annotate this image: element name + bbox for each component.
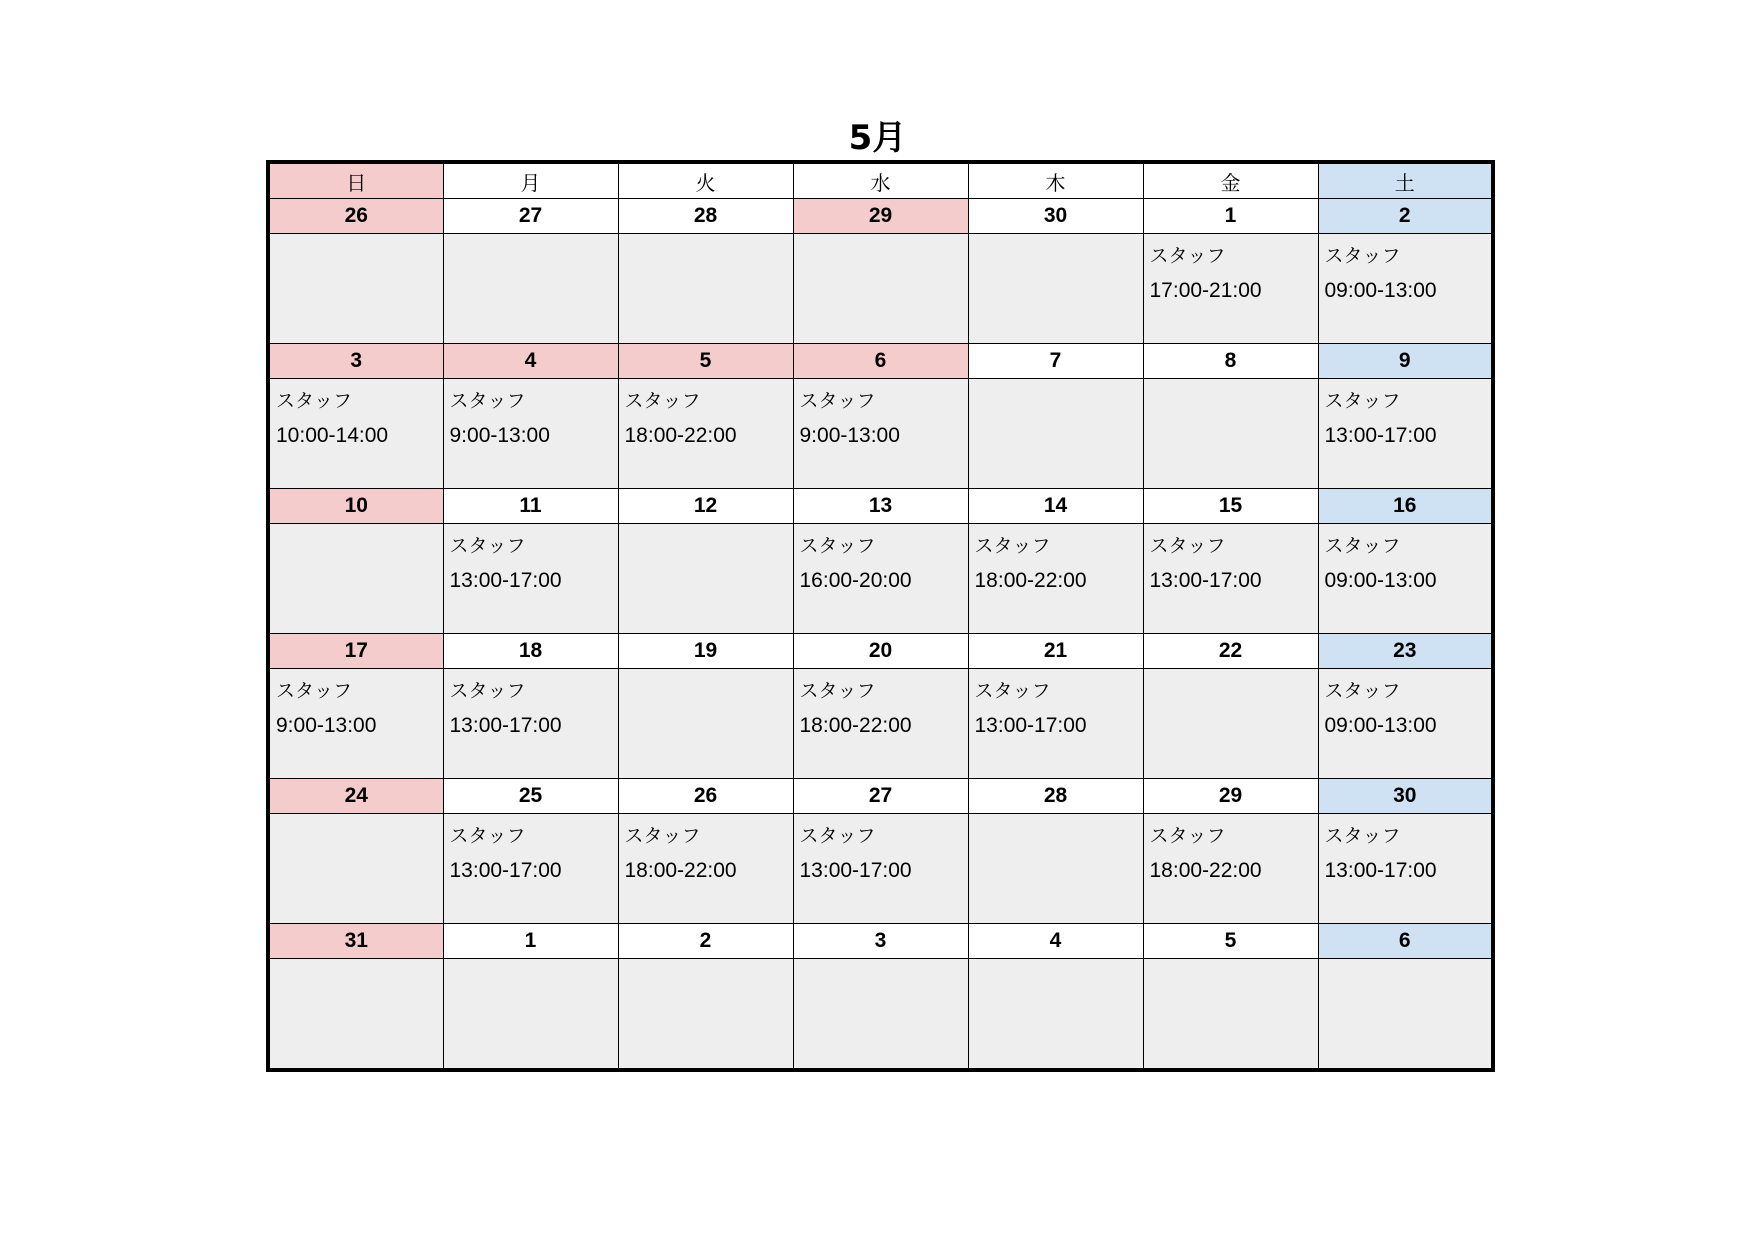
day-number-cell: 24 xyxy=(268,779,443,814)
shift-time-label: 18:00-22:00 xyxy=(1149,859,1262,882)
day-number-cell: 12 xyxy=(618,489,793,524)
day-schedule-cell[interactable] xyxy=(268,234,443,344)
day-schedule-cell[interactable] xyxy=(968,234,1143,344)
staff-label: スタッフ xyxy=(624,825,701,847)
day-schedule-cell[interactable] xyxy=(793,959,968,1071)
day-schedule-cell[interactable] xyxy=(1143,524,1318,634)
day-number-cell: 13 xyxy=(793,489,968,524)
staff-label: スタッフ xyxy=(799,680,876,702)
day-number-cell: 27 xyxy=(443,199,618,234)
day-schedule-cell[interactable] xyxy=(1318,959,1493,1071)
staff-label: スタッフ xyxy=(1149,825,1226,847)
day-schedule-cell[interactable] xyxy=(1318,524,1493,634)
day-schedule-cell[interactable] xyxy=(1143,959,1318,1071)
day-number-cell: 18 xyxy=(443,634,618,669)
day-number-cell: 22 xyxy=(1143,634,1318,669)
shift-time-label: 9:00-13:00 xyxy=(449,424,550,447)
shift-time-label: 10:00-14:00 xyxy=(276,424,389,447)
weekday-header-thu: 木 xyxy=(968,162,1143,199)
day-schedule-cell[interactable] xyxy=(1143,234,1318,344)
day-number-cell: 28 xyxy=(968,779,1143,814)
day-schedule-cell[interactable] xyxy=(968,814,1143,924)
day-number-cell: 29 xyxy=(1143,779,1318,814)
day-schedule-cell[interactable] xyxy=(968,524,1143,634)
day-number-cell: 1 xyxy=(1143,199,1318,234)
staff-label: スタッフ xyxy=(1324,390,1401,412)
day-number-cell: 23 xyxy=(1318,634,1493,669)
day-schedule-cell[interactable] xyxy=(793,524,968,634)
day-schedule-cell[interactable] xyxy=(968,959,1143,1071)
day-schedule-cell[interactable] xyxy=(443,234,618,344)
day-number-cell: 15 xyxy=(1143,489,1318,524)
day-schedule-cell[interactable] xyxy=(968,379,1143,489)
schedule-row xyxy=(268,379,1493,489)
staff-label: スタッフ xyxy=(1149,535,1226,557)
shift-time-label: 13:00-17:00 xyxy=(1324,859,1437,882)
date-row xyxy=(268,344,1493,379)
shift-time-label: 9:00-13:00 xyxy=(276,714,377,737)
weekday-header-fri: 金 xyxy=(1143,162,1318,199)
staff-label: スタッフ xyxy=(449,680,526,702)
day-schedule-cell[interactable] xyxy=(1143,379,1318,489)
schedule-row xyxy=(268,234,1493,344)
shift-time-label: 9:00-13:00 xyxy=(799,424,900,447)
schedule-row xyxy=(268,814,1493,924)
day-schedule-cell[interactable] xyxy=(618,379,793,489)
shift-time-label: 13:00-17:00 xyxy=(799,859,912,882)
day-schedule-cell[interactable] xyxy=(268,959,443,1071)
day-number-cell: 10 xyxy=(268,489,443,524)
date-row xyxy=(268,779,1493,814)
staff-label: スタッフ xyxy=(974,535,1051,557)
day-number-cell: 14 xyxy=(968,489,1143,524)
day-schedule-cell[interactable] xyxy=(443,379,618,489)
day-number-cell: 3 xyxy=(793,924,968,959)
day-schedule-cell[interactable] xyxy=(618,669,793,779)
day-number-cell: 17 xyxy=(268,634,443,669)
day-number-cell: 30 xyxy=(1318,779,1493,814)
day-schedule-cell[interactable] xyxy=(1318,814,1493,924)
shift-time-label: 18:00-22:00 xyxy=(624,424,737,447)
day-number-cell: 6 xyxy=(1318,924,1493,959)
weekday-header-sat: 土 xyxy=(1318,162,1493,199)
day-number-cell: 2 xyxy=(1318,199,1493,234)
day-number-cell: 26 xyxy=(268,199,443,234)
staff-label: スタッフ xyxy=(799,535,876,557)
day-number-cell: 25 xyxy=(443,779,618,814)
day-schedule-cell[interactable] xyxy=(443,959,618,1071)
day-schedule-cell[interactable] xyxy=(793,234,968,344)
weekday-header-mon: 月 xyxy=(443,162,618,199)
calendar-body xyxy=(268,199,1493,1071)
day-schedule-cell[interactable] xyxy=(1143,814,1318,924)
day-number-cell: 3 xyxy=(268,344,443,379)
day-schedule-cell[interactable] xyxy=(268,814,443,924)
day-number-cell: 9 xyxy=(1318,344,1493,379)
day-number-cell: 29 xyxy=(793,199,968,234)
day-schedule-cell[interactable] xyxy=(1318,669,1493,779)
weekday-header-tue: 火 xyxy=(618,162,793,199)
weekday-header-wed: 水 xyxy=(793,162,968,199)
weekday-header-row xyxy=(268,162,1493,199)
shift-time-label: 13:00-17:00 xyxy=(1324,424,1437,447)
day-number-cell: 2 xyxy=(618,924,793,959)
shift-time-label: 09:00-13:00 xyxy=(1324,279,1437,302)
day-schedule-cell[interactable] xyxy=(1318,379,1493,489)
staff-label: スタッフ xyxy=(799,390,876,412)
calendar-title: 5月 xyxy=(848,118,907,158)
date-row xyxy=(268,634,1493,669)
staff-label: スタッフ xyxy=(449,390,526,412)
day-schedule-cell[interactable] xyxy=(268,669,443,779)
day-schedule-cell[interactable] xyxy=(443,814,618,924)
day-number-cell: 19 xyxy=(618,634,793,669)
day-number-cell: 16 xyxy=(1318,489,1493,524)
day-number-cell: 11 xyxy=(443,489,618,524)
shift-time-label: 18:00-22:00 xyxy=(799,714,912,737)
shift-time-label: 09:00-13:00 xyxy=(1324,569,1437,592)
day-number-cell: 27 xyxy=(793,779,968,814)
day-number-cell: 5 xyxy=(618,344,793,379)
day-schedule-cell[interactable] xyxy=(268,379,443,489)
day-schedule-cell[interactable] xyxy=(618,524,793,634)
shift-time-label: 13:00-17:00 xyxy=(1149,569,1262,592)
day-schedule-cell[interactable] xyxy=(268,524,443,634)
day-schedule-cell[interactable] xyxy=(793,379,968,489)
shift-time-label: 13:00-17:00 xyxy=(974,714,1087,737)
shift-time-label: 16:00-20:00 xyxy=(799,569,912,592)
staff-label: スタッフ xyxy=(449,825,526,847)
day-schedule-cell[interactable] xyxy=(443,524,618,634)
weekday-header-sun: 日 xyxy=(268,162,443,199)
day-number-cell: 28 xyxy=(618,199,793,234)
day-number-cell: 20 xyxy=(793,634,968,669)
shift-time-label: 13:00-17:00 xyxy=(449,569,562,592)
shift-time-label: 18:00-22:00 xyxy=(974,569,1087,592)
date-row xyxy=(268,199,1493,234)
staff-label: スタッフ xyxy=(799,825,876,847)
shift-time-label: 17:00-21:00 xyxy=(1149,279,1262,302)
day-schedule-cell[interactable] xyxy=(793,814,968,924)
staff-label: スタッフ xyxy=(1324,825,1401,847)
day-schedule-cell[interactable] xyxy=(793,669,968,779)
date-row xyxy=(268,924,1493,959)
shift-time-label: 18:00-22:00 xyxy=(624,859,737,882)
shift-time-label: 13:00-17:00 xyxy=(449,859,562,882)
shift-time-label: 13:00-17:00 xyxy=(449,714,562,737)
day-schedule-cell[interactable] xyxy=(1143,669,1318,779)
day-schedule-cell[interactable] xyxy=(1318,234,1493,344)
day-schedule-cell[interactable] xyxy=(618,234,793,344)
day-number-cell: 4 xyxy=(443,344,618,379)
schedule-row xyxy=(268,959,1493,1071)
schedule-row xyxy=(268,524,1493,634)
day-number-cell: 26 xyxy=(618,779,793,814)
day-number-cell: 5 xyxy=(1143,924,1318,959)
day-number-cell: 4 xyxy=(968,924,1143,959)
day-schedule-cell[interactable] xyxy=(618,814,793,924)
staff-label: スタッフ xyxy=(624,390,701,412)
day-number-cell: 8 xyxy=(1143,344,1318,379)
day-number-cell: 30 xyxy=(968,199,1143,234)
staff-label: スタッフ xyxy=(1149,245,1226,267)
staff-label: スタッフ xyxy=(1324,680,1401,702)
calendar-grid xyxy=(266,160,1495,1072)
day-number-cell: 1 xyxy=(443,924,618,959)
day-number-cell: 7 xyxy=(968,344,1143,379)
staff-label: スタッフ xyxy=(449,535,526,557)
staff-label: スタッフ xyxy=(276,680,353,702)
day-number-cell: 31 xyxy=(268,924,443,959)
staff-label: スタッフ xyxy=(1324,535,1401,557)
staff-label: スタッフ xyxy=(1324,245,1401,267)
day-schedule-cell[interactable] xyxy=(443,669,618,779)
staff-label: スタッフ xyxy=(974,680,1051,702)
shift-time-label: 09:00-13:00 xyxy=(1324,714,1437,737)
day-schedule-cell[interactable] xyxy=(618,959,793,1071)
date-row xyxy=(268,489,1493,524)
day-schedule-cell[interactable] xyxy=(968,669,1143,779)
schedule-row xyxy=(268,669,1493,779)
day-number-cell: 6 xyxy=(793,344,968,379)
day-number-cell: 21 xyxy=(968,634,1143,669)
staff-label: スタッフ xyxy=(276,390,353,412)
